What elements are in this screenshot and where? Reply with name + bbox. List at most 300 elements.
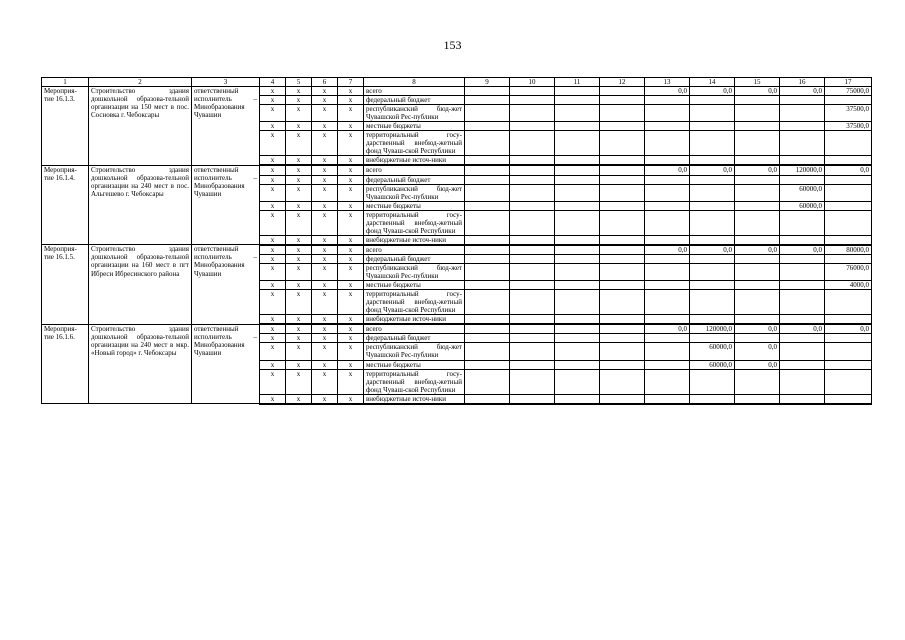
table-body [42,78,872,404]
column-number: 10 [510,78,555,87]
amount-cell [465,96,510,105]
amount-cell [510,360,555,369]
amount-cell: 120000,0 [780,165,825,175]
amount-cell [600,175,645,184]
amount-cell [510,394,555,404]
amount-cell [780,122,825,131]
amount-cell [690,281,735,290]
mark-cell: x [312,184,338,201]
amount-cell [690,156,735,166]
funding-source-cell: федеральный бюджет [364,334,465,343]
column-number: 3 [192,78,260,87]
mark-cell: x [286,96,312,105]
amount-cell [600,369,645,394]
mark-cell: x [286,184,312,201]
amount-cell [600,96,645,105]
mark-cell: x [312,156,338,166]
mark-cell: x [312,343,338,360]
column-number: 9 [465,78,510,87]
mark-cell: x [260,254,286,263]
mark-cell: x [260,281,286,290]
mark-cell: x [260,369,286,394]
table-row [42,245,872,255]
mark-cell: x [260,122,286,131]
mark-cell: x [286,165,312,175]
amount-cell [600,210,645,235]
amount-cell [510,210,555,235]
amount-cell [780,131,825,156]
amount-cell [645,156,690,166]
mark-cell: x [312,394,338,404]
amount-cell [825,156,872,166]
funding-source-cell: местные бюджеты [364,122,465,131]
amount-cell [645,360,690,369]
amount-cell [600,105,645,122]
amount-cell [690,96,735,105]
amount-cell [510,245,555,255]
amount-cell [600,290,645,315]
amount-cell [465,184,510,201]
table-row [42,165,872,175]
funding-source-cell: внебюджетные источ-ники [364,394,465,404]
mark-cell: x [286,281,312,290]
amount-cell [600,254,645,263]
amount-cell: 76000,0 [825,263,872,280]
amount-cell: 0,0 [735,87,780,96]
amount-cell [825,394,872,404]
funding-source-cell: республиканский бюд-жет Чувашской Рес-публики [364,105,465,122]
amount-cell [555,184,600,201]
amount-cell [825,235,872,245]
amount-cell [555,235,600,245]
mark-cell: x [338,281,364,290]
amount-cell [645,315,690,325]
mark-cell: x [286,175,312,184]
amount-cell [690,175,735,184]
amount-cell [780,105,825,122]
mark-cell: x [338,369,364,394]
amount-cell [510,254,555,263]
measure-cell: Мероприя-тие 16.1.5. [42,245,89,324]
amount-cell [690,263,735,280]
amount-cell [600,165,645,175]
funding-source-cell: федеральный бюджет [364,96,465,105]
amount-cell [465,165,510,175]
mark-cell: x [312,175,338,184]
mark-cell: x [260,105,286,122]
amount-cell [690,105,735,122]
executor-cell: ответственный исполнитель – Минобразования Чувашии [192,324,260,403]
amount-cell: 75000,0 [825,87,872,96]
amount-cell [780,290,825,315]
mark-cell: x [338,235,364,245]
amount-cell [780,175,825,184]
mark-cell: x [260,210,286,235]
amount-cell [600,156,645,166]
mark-cell: x [338,165,364,175]
mark-cell: x [260,324,286,334]
funding-source-cell: внебюджетные источ-ники [364,235,465,245]
mark-cell: x [260,394,286,404]
amount-cell [510,290,555,315]
amount-cell [825,201,872,210]
amount-cell [825,369,872,394]
amount-cell [690,394,735,404]
amount-cell [465,324,510,334]
mark-cell: x [338,263,364,280]
amount-cell: 37500,0 [825,105,872,122]
mark-cell: x [338,324,364,334]
amount-cell [600,87,645,96]
amount-cell [555,290,600,315]
amount-cell [510,235,555,245]
amount-cell [600,245,645,255]
amount-cell [555,96,600,105]
amount-cell [465,315,510,325]
amount-cell [780,156,825,166]
amount-cell [465,290,510,315]
amount-cell [510,175,555,184]
amount-cell [735,175,780,184]
mark-cell: x [260,96,286,105]
mark-cell: x [312,324,338,334]
amount-cell [465,235,510,245]
amount-cell [645,281,690,290]
mark-cell: x [286,315,312,325]
amount-cell [465,360,510,369]
mark-cell: x [260,201,286,210]
mark-cell: x [312,334,338,343]
amount-cell [690,184,735,201]
amount-cell [645,394,690,404]
column-number: 7 [338,78,364,87]
amount-cell: 0,0 [735,360,780,369]
amount-cell [645,131,690,156]
amount-cell [780,263,825,280]
amount-cell: 0,0 [645,324,690,334]
mark-cell: x [260,343,286,360]
amount-cell: 0,0 [780,87,825,96]
mark-cell: x [338,87,364,96]
amount-cell [690,315,735,325]
funding-source-cell: местные бюджеты [364,360,465,369]
amount-cell [465,105,510,122]
amount-cell [690,201,735,210]
amount-cell [555,156,600,166]
mark-cell: x [286,360,312,369]
amount-cell [600,324,645,334]
amount-cell [645,263,690,280]
amount-cell [555,245,600,255]
amount-cell [735,369,780,394]
amount-cell [510,87,555,96]
amount-cell [780,315,825,325]
funding-source-cell: внебюджетные источ-ники [364,156,465,166]
amount-cell [510,281,555,290]
amount-cell [825,184,872,201]
amount-cell [465,156,510,166]
mark-cell: x [312,315,338,325]
amount-cell [555,334,600,343]
amount-cell [645,290,690,315]
amount-cell [825,290,872,315]
amount-cell [645,343,690,360]
mark-cell: x [312,254,338,263]
amount-cell [555,122,600,131]
amount-cell [465,369,510,394]
mark-cell: x [312,281,338,290]
amount-cell [825,175,872,184]
amount-cell [735,96,780,105]
amount-cell: 0,0 [690,165,735,175]
executor-cell: ответственный исполнитель – Минобразования Чувашии [192,165,260,244]
amount-cell [690,369,735,394]
amount-cell [735,156,780,166]
amount-cell [780,369,825,394]
amount-cell [735,334,780,343]
amount-cell [465,245,510,255]
amount-cell [600,201,645,210]
funding-source-cell: территориальный госу-дарственный внебюд-жетный фонд Чуваш-ской Республики [364,290,465,315]
amount-cell [645,105,690,122]
mark-cell: x [260,245,286,255]
amount-cell [825,210,872,235]
mark-cell: x [260,315,286,325]
description-cell: Строительство здания дошкольной образова-тельной организации на 240 мест в пос. Альгешево г. Чебоксары [89,165,192,244]
mark-cell: x [312,122,338,131]
amount-cell [465,131,510,156]
amount-cell [645,201,690,210]
amount-cell [600,360,645,369]
column-number: 14 [690,78,735,87]
mark-cell: x [286,122,312,131]
amount-cell [465,122,510,131]
mark-cell: x [286,235,312,245]
mark-cell: x [286,263,312,280]
amount-cell [510,369,555,394]
amount-cell: 60000,0 [780,201,825,210]
mark-cell: x [338,122,364,131]
amount-cell [735,122,780,131]
amount-cell [825,343,872,360]
mark-cell: x [338,201,364,210]
amount-cell [555,210,600,235]
amount-cell [555,201,600,210]
column-number: 11 [555,78,600,87]
amount-cell [645,334,690,343]
column-number: 8 [364,78,465,87]
amount-cell [600,184,645,201]
mark-cell: x [286,369,312,394]
amount-cell [825,315,872,325]
mark-cell: x [312,235,338,245]
amount-cell [735,201,780,210]
amount-cell [465,334,510,343]
mark-cell: x [338,360,364,369]
amount-cell: 0,0 [645,165,690,175]
executor-cell: ответственный исполнитель – Минобразования Чувашии [192,87,260,166]
amount-cell [465,210,510,235]
amount-cell: 0,0 [735,245,780,255]
amount-cell [465,263,510,280]
mark-cell: x [312,165,338,175]
funding-source-cell: всего [364,165,465,175]
mark-cell: x [260,87,286,96]
mark-cell: x [312,96,338,105]
mark-cell: x [338,210,364,235]
mark-cell: x [286,290,312,315]
amount-cell [510,201,555,210]
amount-cell [465,281,510,290]
amount-cell: 0,0 [780,324,825,334]
amount-cell [735,290,780,315]
amount-cell [510,263,555,280]
amount-cell [555,175,600,184]
measure-cell: Мероприя-тие 16.1.4. [42,165,89,244]
mark-cell: x [338,184,364,201]
amount-cell [825,360,872,369]
mark-cell: x [286,254,312,263]
mark-cell: x [260,235,286,245]
funding-source-cell: местные бюджеты [364,281,465,290]
executor-cell: ответственный исполнитель – Минобразования Чувашии [192,245,260,324]
funding-source-cell: республиканский бюд-жет Чувашской Рес-публики [364,343,465,360]
mark-cell: x [338,245,364,255]
amount-cell [510,334,555,343]
mark-cell: x [260,175,286,184]
table-row [42,87,872,96]
amount-cell: 0,0 [825,324,872,334]
column-number: 15 [735,78,780,87]
mark-cell: x [286,105,312,122]
amount-cell [510,105,555,122]
funding-source-cell: федеральный бюджет [364,175,465,184]
amount-cell [555,360,600,369]
amount-cell: 60000,0 [780,184,825,201]
amount-cell [735,281,780,290]
mark-cell: x [286,324,312,334]
amount-cell [780,210,825,235]
amount-cell: 80000,0 [825,245,872,255]
funding-source-cell: республиканский бюд-жет Чувашской Рес-публики [364,263,465,280]
amount-cell [465,394,510,404]
amount-cell: 0,0 [690,87,735,96]
amount-cell [600,343,645,360]
column-number: 16 [780,78,825,87]
amount-cell [555,315,600,325]
amount-cell: 0,0 [735,324,780,334]
amount-cell [600,235,645,245]
mark-cell: x [260,263,286,280]
amount-cell [645,175,690,184]
mark-cell: x [286,156,312,166]
funding-source-cell: территориальный госу-дарственный внебюд-жетный фонд Чуваш-ской Республики [364,210,465,235]
amount-cell: 60000,0 [690,360,735,369]
column-number: 5 [286,78,312,87]
amount-cell: 60000,0 [690,343,735,360]
mark-cell: x [312,210,338,235]
mark-cell: x [338,175,364,184]
amount-cell [555,281,600,290]
description-cell: Строительство здания дошкольной образова-тельной организации на 240 мест в мкр. «Новый город» г. Чебоксары [89,324,192,403]
amount-cell [690,254,735,263]
amount-cell [510,343,555,360]
mark-cell: x [286,201,312,210]
mark-cell: x [338,334,364,343]
amount-cell [510,131,555,156]
amount-cell [510,184,555,201]
amount-cell [645,96,690,105]
mark-cell: x [260,334,286,343]
amount-cell: 0,0 [735,165,780,175]
mark-cell: x [338,131,364,156]
column-number: 2 [89,78,192,87]
amount-cell [735,210,780,235]
table-row [42,324,872,334]
mark-cell: x [260,156,286,166]
mark-cell: x [286,87,312,96]
amount-cell [465,254,510,263]
amount-cell [780,96,825,105]
mark-cell: x [260,184,286,201]
mark-cell: x [312,369,338,394]
amount-cell [645,122,690,131]
amount-cell [555,324,600,334]
funding-source-cell: всего [364,324,465,334]
amount-cell [465,201,510,210]
funding-source-cell: местные бюджеты [364,201,465,210]
mark-cell: x [338,290,364,315]
mark-cell: x [338,254,364,263]
column-number: 13 [645,78,690,87]
amount-cell [510,122,555,131]
amount-cell [645,184,690,201]
funding-source-cell: республиканский бюд-жет Чувашской Рес-публики [364,184,465,201]
column-number: 1 [42,78,89,87]
amount-cell [465,175,510,184]
amount-cell [600,122,645,131]
mark-cell: x [338,343,364,360]
mark-cell: x [338,156,364,166]
amount-cell [510,156,555,166]
amount-cell [645,235,690,245]
mark-cell: x [312,245,338,255]
mark-cell: x [260,165,286,175]
page-number: 153 [443,38,462,52]
amount-cell [555,131,600,156]
amount-cell [510,324,555,334]
mark-cell: x [338,315,364,325]
mark-cell: x [312,201,338,210]
mark-cell: x [312,290,338,315]
mark-cell: x [312,87,338,96]
mark-cell: x [286,394,312,404]
amount-cell [735,263,780,280]
mark-cell: x [312,360,338,369]
amount-cell [600,394,645,404]
mark-cell: x [338,394,364,404]
measure-cell: Мероприя-тие 16.1.3. [42,87,89,166]
funding-source-cell: территориальный госу-дарственный внебюд-жетный фонд Чуваш-ской Республики [364,369,465,394]
amount-cell [555,165,600,175]
amount-cell [825,131,872,156]
mark-cell: x [312,105,338,122]
amount-cell: 4000,0 [825,281,872,290]
column-number: 12 [600,78,645,87]
amount-cell [690,122,735,131]
amount-cell: 0,0 [690,245,735,255]
amount-cell [780,235,825,245]
